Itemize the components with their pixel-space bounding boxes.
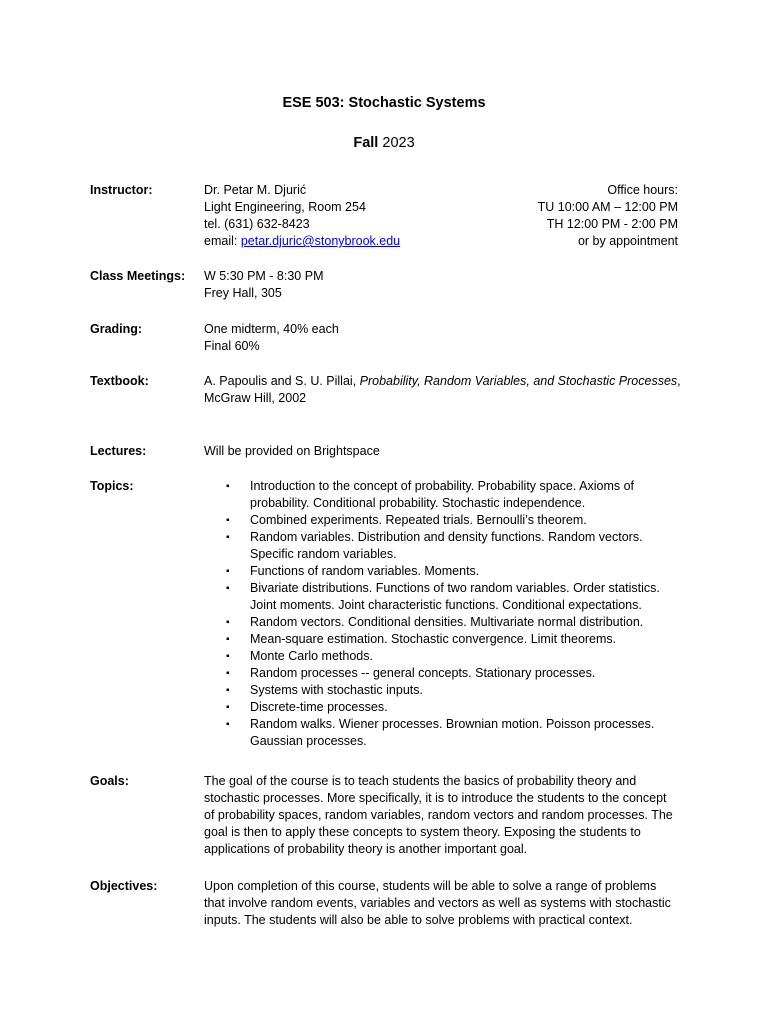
bullet-icon: ▪ [226,651,230,662]
goals-line: The goal of the course is to teach students the basics of probability theory and [204,774,637,788]
goals-line: goal is then to apply these concepts to system theory. Exposing the students to [204,825,641,839]
bullet-icon: ▪ [226,719,230,730]
topic-item-line: Joint moments. Joint characteristic functions. Conditional expectations. [250,598,642,612]
topic-item-line: Bivariate distributions. Functions of two random variables. Order statistics. [250,581,660,595]
bullet-icon: ▪ [226,634,230,645]
topic-item-line: Specific random variables. [250,547,397,561]
objectives-line: inputs. The students will also be able to solve problems with practical context. [204,913,633,927]
textbook-title: Probability, Random Variables, and Stochastic Processes [359,374,678,388]
term-season: Fall [353,135,379,151]
email-prefix: email: [204,234,241,248]
class-meetings-place: Frey Hall, 305 [204,286,282,300]
topic-item [204,665,680,682]
topics-list [204,478,680,750]
goals-text [204,773,680,858]
office-hours-tu: TU 10:00 AM – 12:00 PM [537,200,678,214]
objectives-text [204,878,680,929]
textbook-citation [204,373,680,390]
topic-item-line: Gaussian processes. [250,734,367,748]
topic-item-line: Systems with stochastic inputs. [250,683,423,697]
topic-item-line: Discrete-time processes. [250,700,388,714]
textbook-suffix: , [677,374,681,388]
class-meetings-label: Class Meetings: [90,269,186,283]
office-hours-other: or by appointment [577,234,678,248]
topic-item-line: Random processes -- general concepts. Stationary processes. [250,666,596,680]
bullet-icon: ▪ [226,617,230,628]
grading-details [204,321,680,355]
class-meetings-time: W 5:30 PM - 8:30 PM [204,269,324,283]
topic-item-line: Monte Carlo methods. [250,649,373,663]
bullet-icon: ▪ [226,515,230,526]
topic-item [204,716,680,750]
instructor-email-link[interactable]: petar.djuric@stonybrook.edu [240,234,401,248]
bullet-icon: ▪ [226,566,230,577]
grading-line-2: Final 60% [204,339,260,353]
bullet-icon: ▪ [226,702,230,713]
topic-item [204,478,680,512]
bullet-icon: ▪ [226,685,230,696]
class-meetings-details [204,268,680,302]
topic-item [204,648,680,665]
bullet-icon: ▪ [226,532,230,543]
office-hours [438,182,678,250]
goals-label: Goals: [90,774,129,788]
lectures-label: Lectures: [90,444,147,458]
textbook-label: Textbook: [90,374,149,388]
topic-item-line: probability. Conditional probability. Stochastic independence. [250,496,586,510]
topic-item-line: Mean-square estimation. Stochastic convergence. Limit theorems. [250,632,617,646]
course-title: ESE 503: Stochastic Systems [282,95,486,111]
goals-line: of probability spaces, random variables, random vectors and random processes. The [204,808,673,822]
course-term [0,135,768,152]
instructor-name: Dr. Petar M. Djurić [204,183,307,197]
topic-item [204,631,680,648]
topic-item-line: Random variables. Distribution and density functions. Random vectors. [250,530,643,544]
textbook-authors: A. Papoulis and S. U. Pillai, [204,374,360,388]
topic-item-line: Combined experiments. Repeated trials. Bernoulli’s theorem. [250,513,587,527]
topic-item [204,563,680,580]
topic-item [204,529,680,563]
instructor-tel: tel. (631) 632-8423 [204,217,310,231]
textbook-details [204,373,680,407]
topic-item-line: Introduction to the concept of probability. Probability space. Axioms of [250,479,635,493]
office-hours-label: Office hours: [607,183,678,197]
term-year: 2023 [382,135,415,151]
bullet-icon: ▪ [226,668,230,679]
topic-item [204,614,680,631]
objectives-line: Upon completion of this course, students will be able to solve a range of problems [204,879,657,893]
lectures-details [204,443,680,460]
topic-item [204,512,680,529]
topic-item [204,699,680,716]
objectives-label: Objectives: [90,879,158,893]
grading-label: Grading: [90,322,143,336]
bullet-icon: ▪ [226,481,230,492]
goals-line: applications of probability theory is another important goal. [204,842,528,856]
goals-line: stochastic processes. More specifically, it is to introduce the students to the concept [204,791,667,805]
bullet-icon: ▪ [226,583,230,594]
topics-list-container [204,478,680,750]
office-hours-th: TH 12:00 PM - 2:00 PM [546,217,678,231]
topic-item-line: Random vectors. Conditional densities. Multivariate normal distribution. [250,615,644,629]
textbook-publisher: McGraw Hill, 2002 [204,391,307,405]
instructor-label: Instructor: [90,183,153,197]
instructor-office: Light Engineering, Room 254 [204,200,366,214]
topic-item [204,682,680,699]
topic-item [204,580,680,614]
topics-label: Topics: [90,479,134,493]
topic-item-line: Functions of random variables. Moments. [250,564,480,578]
objectives-line: that involve random events, variables and vectors as well as systems with stochastic [204,896,671,910]
topic-item-line: Random walks. Wiener processes. Brownian motion. Poisson processes. [250,717,655,731]
lectures-text: Will be provided on Brightspace [204,444,380,458]
grading-line-1: One midterm, 40% each [204,322,339,336]
